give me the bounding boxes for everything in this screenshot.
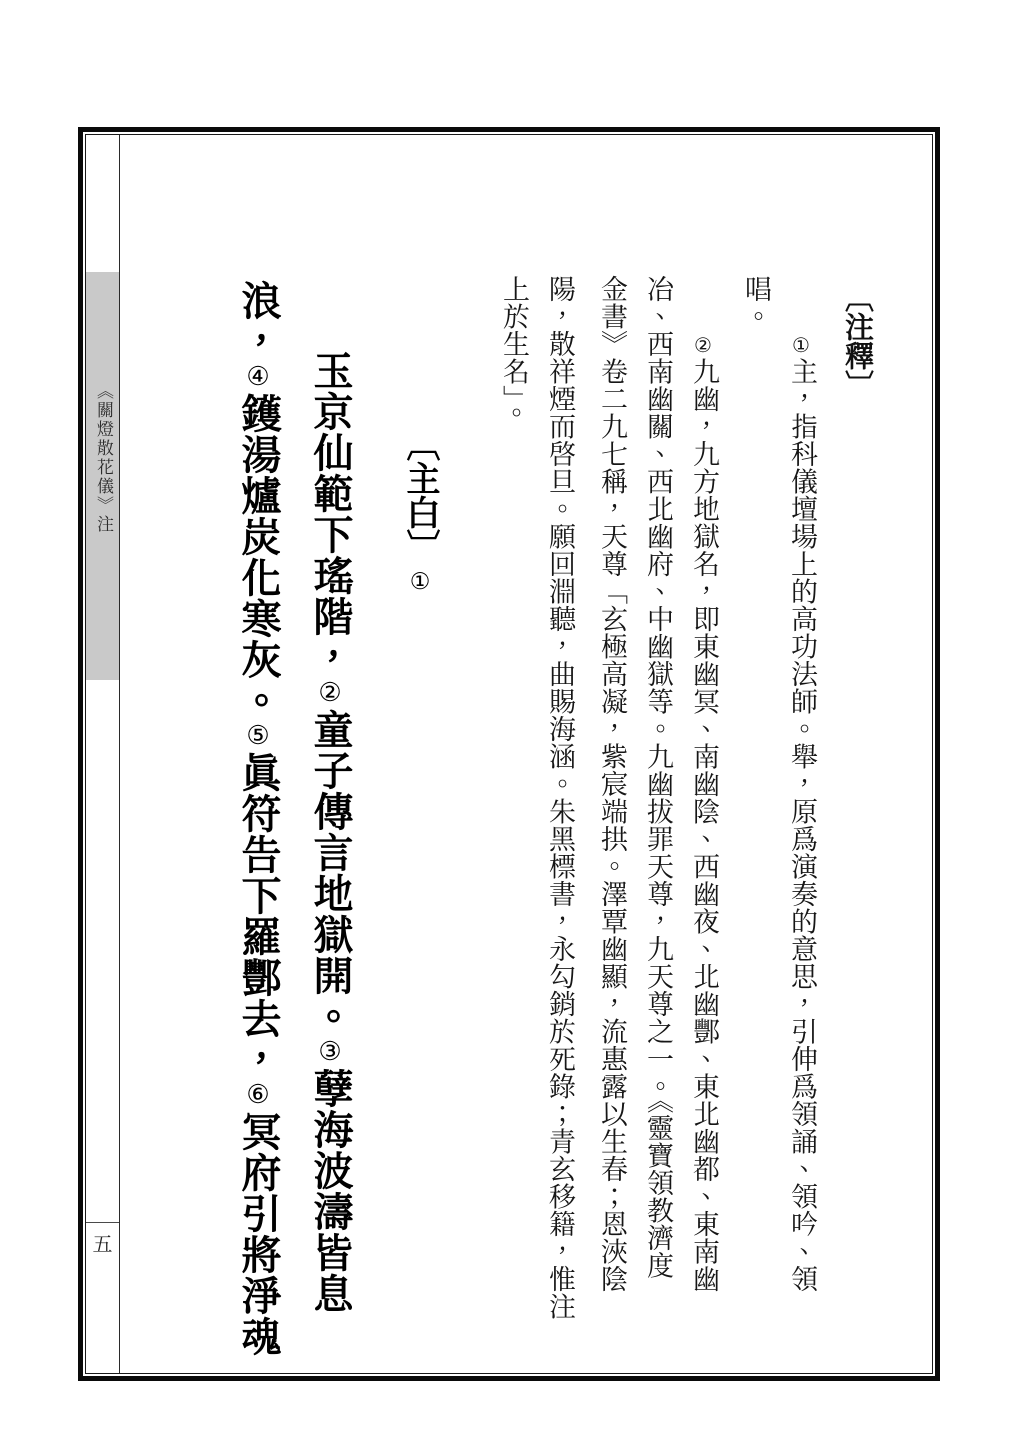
note-number: ⑥: [243, 1080, 273, 1111]
annotation-column: ①主，指科儀壇場上的高功法師。舉，原爲演奏的意思，引伸爲領誦、領吟、領: [786, 333, 817, 1293]
page-number: 五: [92, 1232, 113, 1256]
margin-column: [86, 135, 120, 1373]
margin-title-strip: [86, 272, 119, 680]
note-number: ④: [243, 362, 273, 393]
annotations-header: 〔注釋〕: [841, 283, 875, 399]
annotation-column: 金書》卷二九七稱，天尊「玄極高凝，紫宸端拱。澤覃幽顯，流惠露以生春；恩浹陰: [596, 275, 627, 1293]
annotation-column: 唱。: [740, 275, 771, 330]
page-inner-border: [85, 134, 933, 1374]
section-header-text: 〔主白〕: [400, 427, 440, 563]
annotation-column: 上於生名」。: [498, 275, 529, 427]
text-area: [120, 135, 932, 1373]
note-number: ①: [789, 333, 813, 358]
note-number: ②: [691, 333, 715, 358]
annotation-column: 陽，散祥煙而啓旦。願回淵聽，曲賜海涵。朱黑標書，永勾銷於死錄；青玄移籍，惟注: [544, 275, 575, 1320]
annotation-column: 冶、西南幽關、西北幽府、中幽獄等。九幽拔罪天尊，九天尊之一。《靈寶領教濟度: [642, 275, 673, 1279]
section-header-note-number: ①: [407, 569, 433, 595]
verse-column: 浪，④鑊湯爐炭化寒灰。⑤眞符告下羅酆去，⑥冥府引將淨魂: [235, 280, 282, 1357]
annotation-column: ②九幽，九方地獄名，即東幽冥、南幽陰、西幽夜、北幽酆、東北幽都、東南幽: [688, 333, 719, 1293]
note-number: ⑤: [243, 721, 273, 752]
section-header-zhubai: [400, 427, 440, 595]
folio-divider-line: [86, 1222, 119, 1223]
page-border: [78, 127, 940, 1381]
book-title-vertical: 《關燈散花儀》注: [93, 382, 113, 534]
verse-column: 玉京仙範下瑤階，②童子傳言地獄開。③孽海波濤皆息: [307, 350, 354, 1314]
note-number: ③: [315, 1037, 345, 1068]
note-number: ②: [315, 678, 345, 709]
